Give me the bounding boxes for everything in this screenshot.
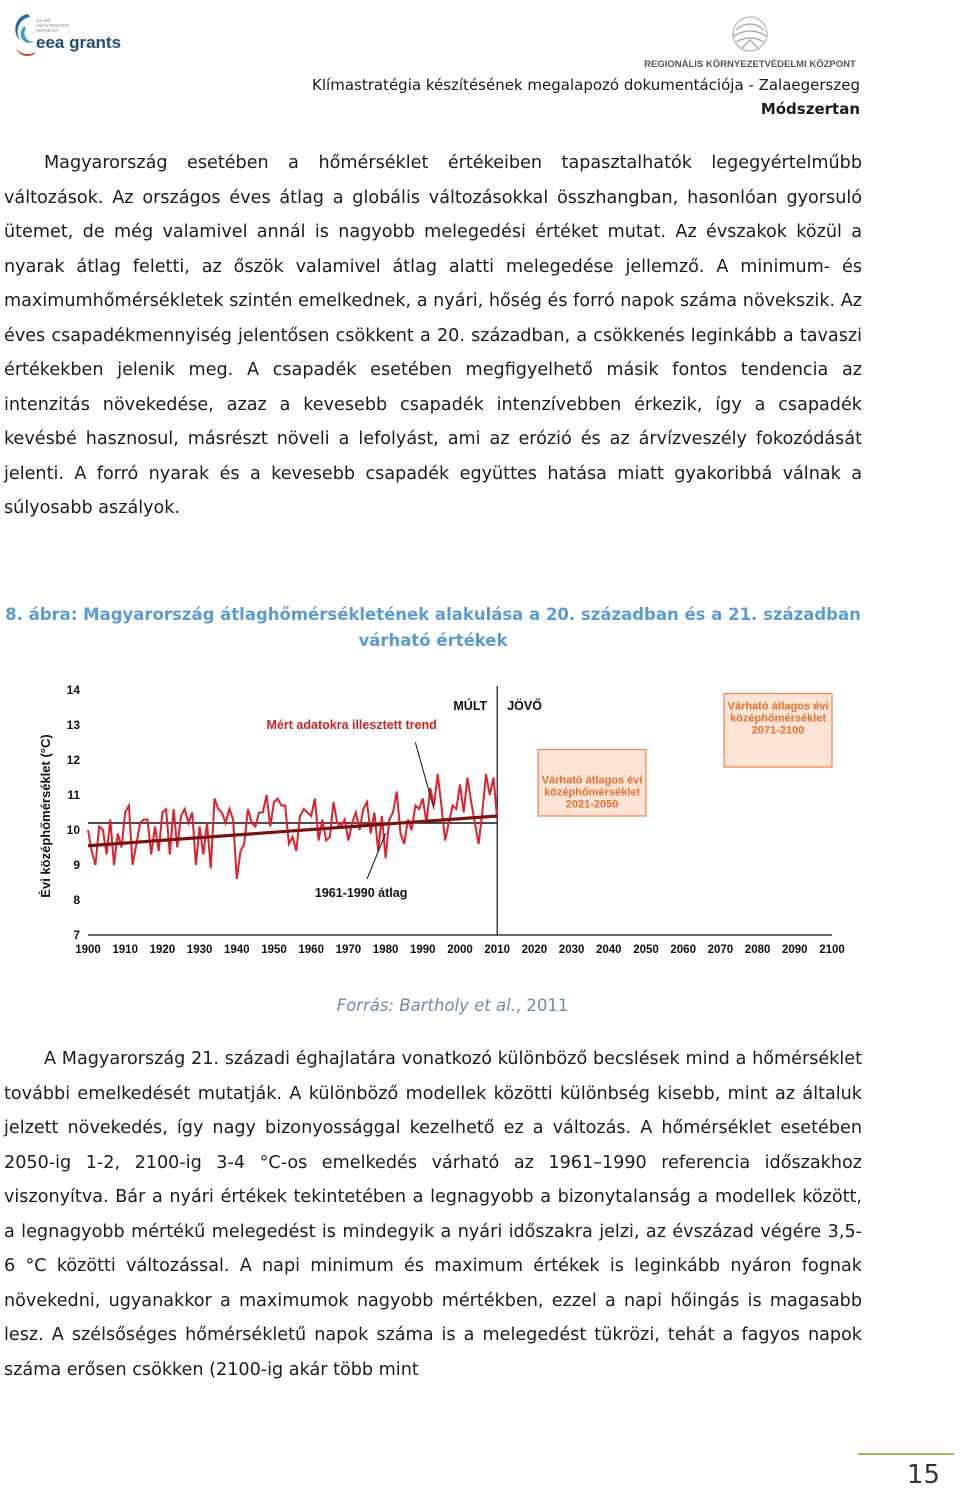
document-title: Klímastratégia készítésének megalapozó dokumentációja - Zalaegerszeg bbox=[312, 76, 860, 94]
x-tick-label: 2100 bbox=[819, 944, 845, 956]
eea-text: eea grants bbox=[36, 33, 122, 52]
trend-leader-line bbox=[415, 743, 434, 810]
y-axis-label: Évi középhőmérséklet (°C) bbox=[38, 734, 53, 898]
x-tick-label: 1990 bbox=[410, 944, 436, 956]
x-tick-label: 2080 bbox=[744, 944, 771, 956]
x-tick-label: 1930 bbox=[186, 944, 213, 956]
y-tick-label: 9 bbox=[73, 858, 80, 872]
projection-box-2071-2100-label: középhőmérséklet bbox=[730, 712, 827, 725]
x-tick-label: 2090 bbox=[782, 944, 808, 956]
x-tick-label: 1950 bbox=[261, 944, 287, 956]
y-tick-label: 7 bbox=[73, 928, 80, 942]
projection-box-2021-2050-label: 2021-2050 bbox=[565, 798, 619, 811]
x-tick-label: 2030 bbox=[558, 944, 585, 956]
projection-box-2021-2050-label: Várható átlagos évi bbox=[541, 774, 643, 787]
x-tick-label: 1910 bbox=[112, 944, 138, 956]
y-tick-label: 13 bbox=[66, 718, 80, 732]
x-tick-label: 1920 bbox=[149, 944, 176, 956]
projection-box-2021-2050-label: középhőmérséklet bbox=[544, 786, 641, 799]
y-tick-label: 11 bbox=[67, 788, 80, 802]
x-tick-label: 2020 bbox=[521, 944, 548, 956]
y-tick-label: 14 bbox=[66, 683, 80, 697]
baseline-label: 1961-1990 átlag bbox=[314, 886, 408, 900]
page-number: 15 bbox=[906, 1460, 940, 1490]
projection-box-2071-2100-label: Várható átlagos évi bbox=[727, 700, 829, 713]
temperature-series-line bbox=[88, 774, 497, 879]
x-tick-label: 2000 bbox=[447, 944, 473, 956]
y-tick-label: 8 bbox=[73, 893, 80, 907]
future-label: JÖVŐ bbox=[507, 699, 542, 713]
source-year: , 2011 bbox=[515, 996, 569, 1015]
svg-text:IZLAND: IZLAND bbox=[36, 18, 51, 23]
rec-emblem-icon bbox=[733, 17, 767, 51]
figure-source bbox=[0, 996, 905, 1015]
x-tick-label: 2060 bbox=[670, 944, 696, 956]
x-tick-label: 2050 bbox=[633, 944, 659, 956]
section-title: Módszertan bbox=[760, 100, 860, 118]
rec-text: REGIONÁLIS KÖRNYEZETVÉDELMI KÖZPONT bbox=[644, 59, 856, 70]
x-tick-label: 1970 bbox=[335, 944, 362, 956]
page-number-rule bbox=[858, 1453, 954, 1455]
x-tick-label: 2010 bbox=[484, 944, 510, 956]
svg-text:LIECHTENSTEIN: LIECHTENSTEIN bbox=[36, 23, 70, 28]
x-tick-label: 1980 bbox=[372, 944, 399, 956]
y-tick-label: 12 bbox=[66, 753, 80, 767]
past-label: MÚLT bbox=[453, 699, 488, 713]
x-tick-label: 1960 bbox=[298, 944, 324, 956]
x-tick-label: 2040 bbox=[596, 944, 622, 956]
x-tick-label: 1940 bbox=[224, 944, 250, 956]
temperature-chart bbox=[30, 676, 850, 976]
eea-grants-logo bbox=[6, 8, 122, 64]
svg-text:NORVÉGIA: NORVÉGIA bbox=[36, 28, 59, 33]
rec-logo bbox=[640, 14, 860, 72]
projection-box-2071-2100-label: 2071-2100 bbox=[751, 724, 805, 737]
body-paragraph-1: Magyarország esetében a hőmérséklet értékeiben tapasztalhatók legegyértelműbb változások. Az országos éves átlag a globális változásokkal összhangban, hasonlóan gyorsuló ütemet, de még valamivel annál is nagyobb melegedési értéket mutat. Az évszakok közül a nyarak átlag feletti, az őszök valamivel átlag alatti melegedése jellemző. A minimum- és maximumhőmérsékletek szintén emelkednek, a nyári, hőség és forró napok száma növekszik. Az éves csapadékmennyiség jelentősen csökkent a 20. században, a csökkenés leginkább a tavaszi értékekben jelenik meg. A csapadék esetében megfigyelhető másik fontos tendencia az intenzitás növekedése, azaz a kevesebb csapadék intenzívebben érkezik, így a csapadék kevésbé hasznosul, másrészt növeli a lefolyást, ami az erózió és az árvízveszély fokozódását jelenti. A forró nyarak és a kevesebb csapadék együttes hatása miatt gyakoribbá válnak a súlyosabb aszályok. bbox=[4, 153, 862, 518]
x-tick-label: 2070 bbox=[707, 944, 734, 956]
source-text: Forrás: Bartholy et al. bbox=[336, 996, 516, 1015]
trend-label: Mért adatokra illesztett trend bbox=[266, 718, 437, 732]
figure-caption: 8. ábra: Magyarország átlaghőmérsékletének alakulása a 20. században és a 21. században bbox=[5, 605, 861, 624]
y-tick-label: 10 bbox=[66, 823, 80, 837]
x-tick-label: 1900 bbox=[75, 944, 101, 956]
body-paragraph-2: A Magyarország 21. századi éghajlatára vonatkozó különböző becslések mind a hőmérséklet további emelkedését mutatják. A különböző modellek közötti különbség kisebb, mint az általuk jelzett növekedés, így nagy bizonyossággal kezelhető ez a változás. A hőmérséklet esetében 2050-ig 1-2, 2100-ig 3-4 °C-os emelkedés várható az 1961–1990 referencia időszakhoz viszonyítva. Bár a nyári értékek tekintetében a legnagyobb a bizonytalanság a modellek között, a legnagyobb mértékű melegedést is mindegyik a nyári időszakra jelzi, az évszázad végére 3,5-6 °C közötti változással. A napi minimum és maximum értékek is leginkább nyáron fognak növekedni, ugyanakkor a maximumok nagyobb mértékben, ezzel a napi hőingás is magasabb lesz. A szélsőséges hőmérsékletű napok száma is a melegedést tükrözi, tehát a fagyos napok száma erősen csökken (2100-ig akár több mint bbox=[4, 1049, 862, 1380]
figure-caption-line-2: várható értékek bbox=[358, 631, 508, 650]
